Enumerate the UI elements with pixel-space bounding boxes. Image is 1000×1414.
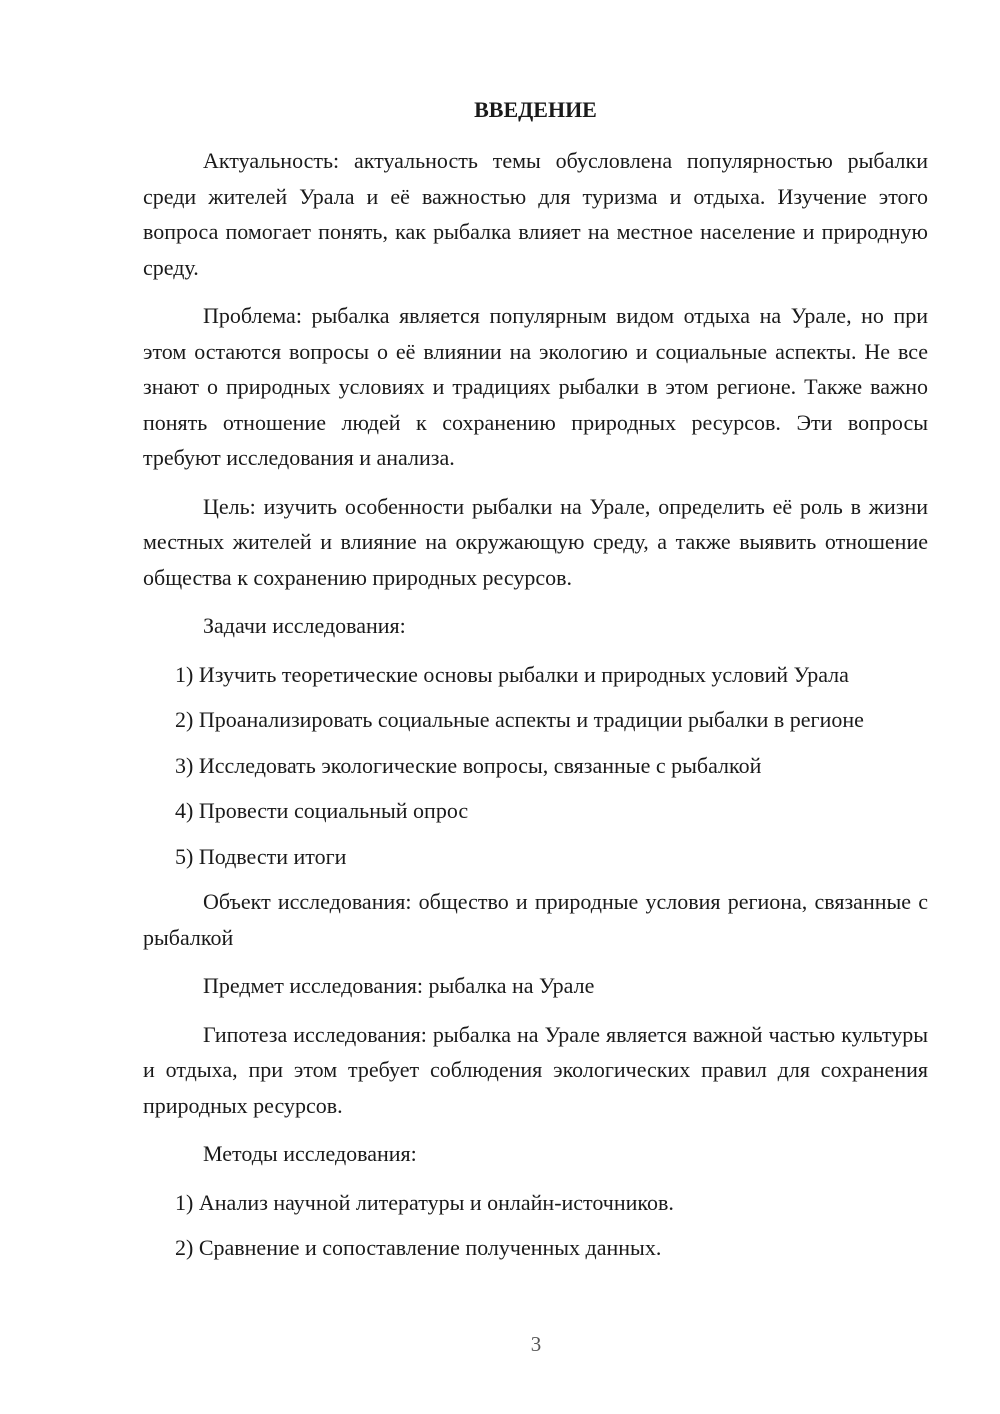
paragraph-relevance: Актуальность: актуальность темы обусловлена популярностью рыбалки среди жителей Урала и её важностью для туризма и отдыха. Изучение этого вопроса помогает понять, как рыбалка влияет на местное население и природную среду. (143, 148, 928, 280)
task-item: 4) Провести социальный опрос (175, 798, 469, 823)
paragraph-subject: Предмет исследования: рыбалка на Урале (203, 973, 595, 998)
paragraph-hypothesis: Гипотеза исследования: рыбалка на Урале является важной частью культуры и отдыха, при этом требует соблюдения экологических правил для сохранения природных ресурсов. (143, 1021, 928, 1118)
document-page (143, 95, 928, 1276)
task-item: 3) Исследовать экологические вопросы, связанные с рыбалкой (175, 752, 762, 778)
task-item: 5) Подвести итоги (175, 843, 347, 869)
methods-heading: Методы исследования: (203, 1141, 417, 1166)
method-item: 1) Анализ научной литературы и онлайн-источников. (175, 1189, 674, 1215)
task-item: 1) Изучить теоретические основы рыбалки и природных условий Урала (175, 661, 849, 687)
paragraph-object: Объект исследования: общество и природные условия региона, связанные с рыбалкой (143, 889, 928, 950)
method-item: 2) Сравнение и сопоставление полученных данных. (175, 1235, 662, 1260)
paragraph-goal: Цель: изучить особенности рыбалки на Урале, определить её роль в жизни местных жителей и влияние на окружающую среду, а также выявить отношение общества к сохранению природных ресурсов. (143, 493, 928, 590)
tasks-heading: Задачи исследования: (203, 613, 406, 638)
paragraph-problem: Проблема: рыбалка является популярным видом отдыха на Урале, но при этом остаются вопросы о её влиянии на экологию и социальные аспекты. Не все знают о природных условиях и традициях рыбалки в этом регионе. Также важно понять отношение людей к сохранению природных ресурсов. Эти вопросы требуют исследования и анализа. (143, 303, 928, 470)
task-item: 2) Проанализировать социальные аспекты и традиции рыбалки в регионе (175, 707, 864, 732)
page-number: 3 (530, 1332, 542, 1356)
page-title: ВВЕДЕНИЕ (474, 97, 597, 122)
